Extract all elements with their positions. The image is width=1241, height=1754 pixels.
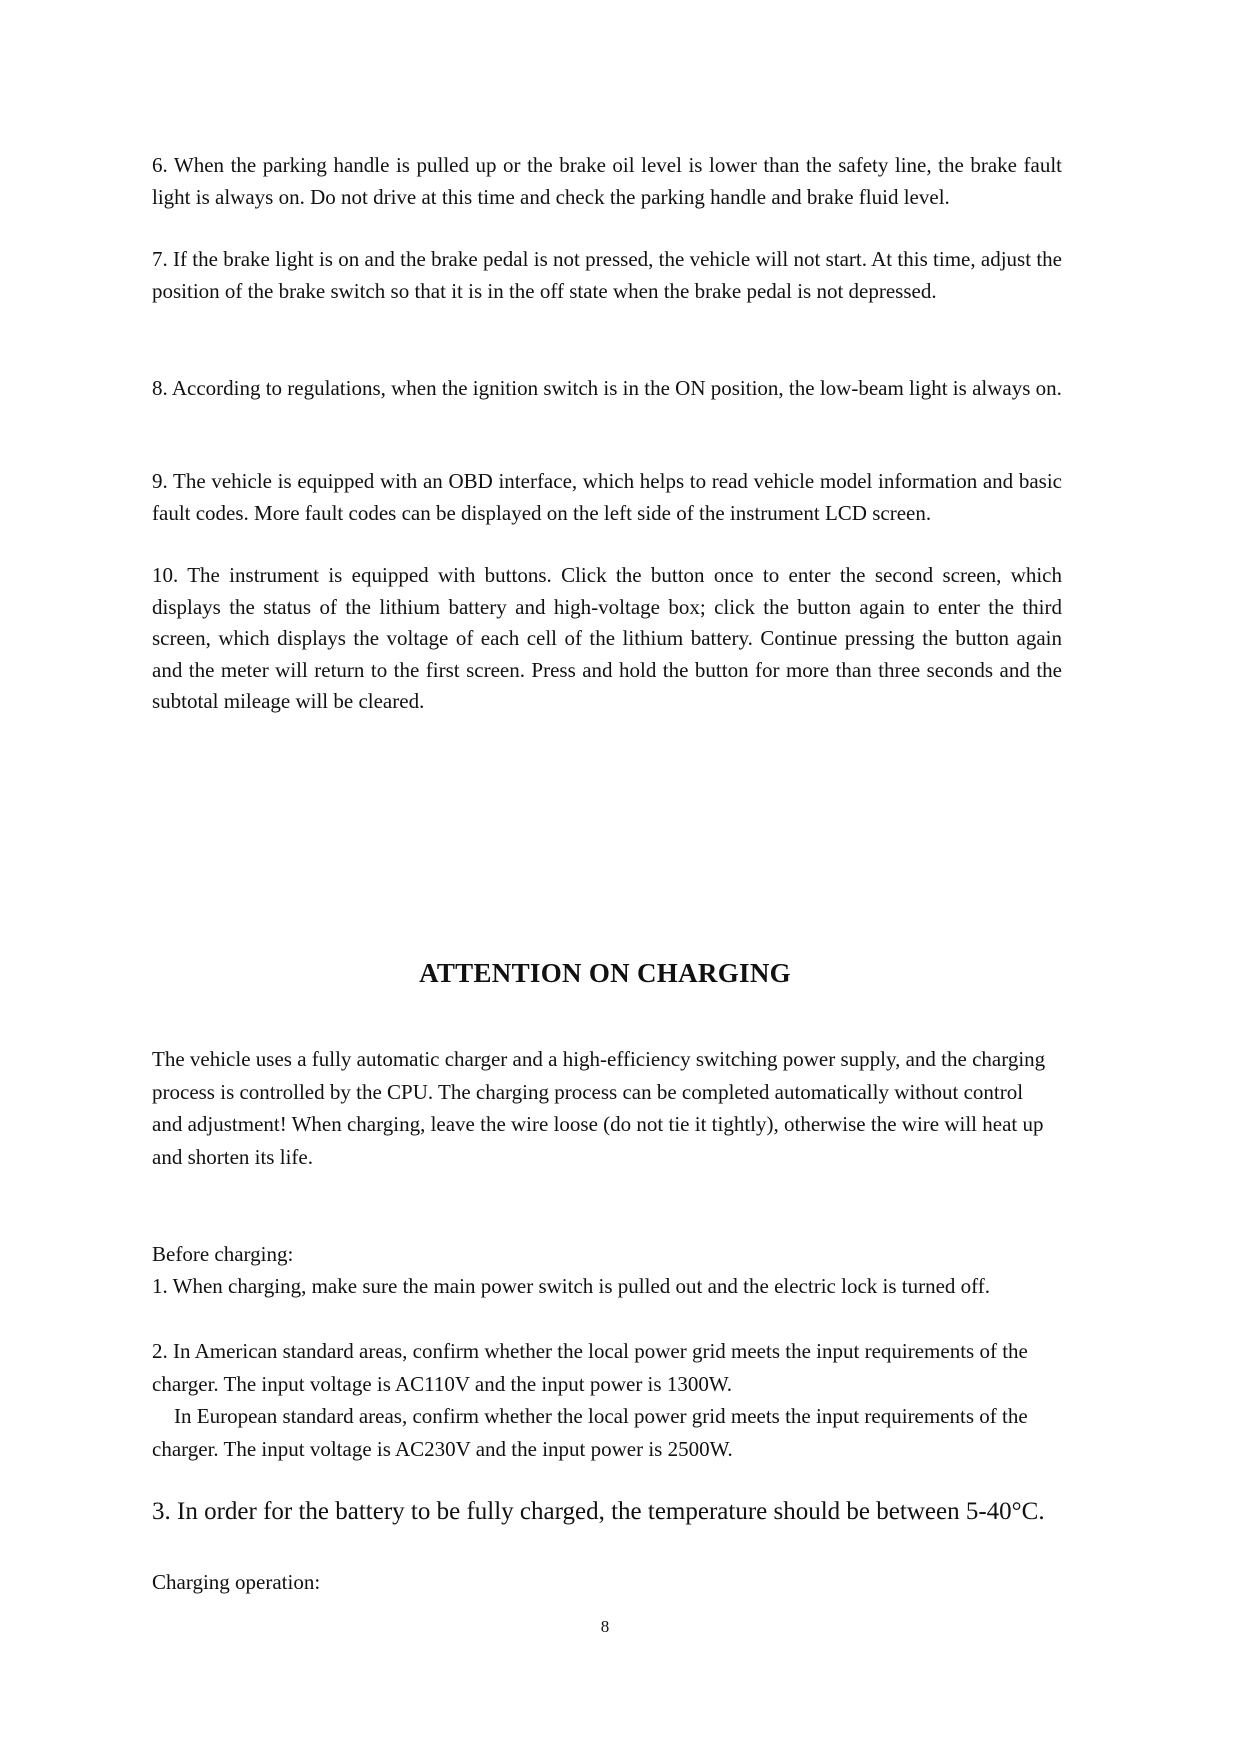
before-charging-label: Before charging: — [152, 1242, 294, 1266]
before-step-2-eu: In European standard areas, confirm whether the local power grid meets the input requirements of the charger. The input voltage is AC230V and the input power is 2500W. — [152, 1404, 1028, 1461]
page-number: 8 — [600, 1617, 610, 1636]
item-7: 7. If the brake light is on and the brake pedal is not pressed, the vehicle will not start. At this time, adjust the position of the brake switch so that it is in the off state when the brake pedal is not depressed. — [152, 247, 1062, 303]
charging-operation-label: Charging operation: — [152, 1570, 321, 1594]
before-step-3: 3. In order for the battery to be fully charged, the temperature should be between 5-40°C. — [152, 1498, 1045, 1525]
item-10: 10. The instrument is equipped with buttons. Click the button once to enter the second screen, which displays the status of the lithium battery and high-voltage box; click the button again to enter the third screen, which displays the voltage of each cell of the lithium battery. Continue pressing the button again and the meter will return to the first screen. Press and hold the button for more than three seconds and the subtotal mileage will be cleared. — [152, 563, 1062, 713]
before-step-2-us: 2. In American standard areas, confirm whether the local power grid meets the input requirements of the charger. The input voltage is AC110V and the input power is 1300W. — [152, 1339, 1028, 1396]
before-step-1: 1. When charging, make sure the main power switch is pulled out and the electric lock is turned off. — [152, 1274, 991, 1298]
item-8: 8. According to regulations, when the ignition switch is in the ON position, the low-beam light is always on. — [152, 376, 1062, 400]
charging-intro: The vehicle uses a fully automatic charger and a high-efficiency switching power supply, and the charging process is controlled by the CPU. The charging process can be completed automatically without control and adjustment! When charging, leave the wire loose (do not tie it tightly), otherwise the wire will heat up and shorten its life. — [152, 1047, 1046, 1169]
charging-heading: ATTENTION ON CHARGING — [419, 958, 791, 988]
item-6: 6. When the parking handle is pulled up or the brake oil level is lower than the safety line, the brake fault light is always on. Do not drive at this time and check the parking handle and brake fluid level. — [152, 153, 1062, 209]
item-9: 9. The vehicle is equipped with an OBD interface, which helps to read vehicle model information and basic fault codes. More fault codes can be displayed on the left side of the instrument LCD screen. — [152, 469, 1062, 525]
